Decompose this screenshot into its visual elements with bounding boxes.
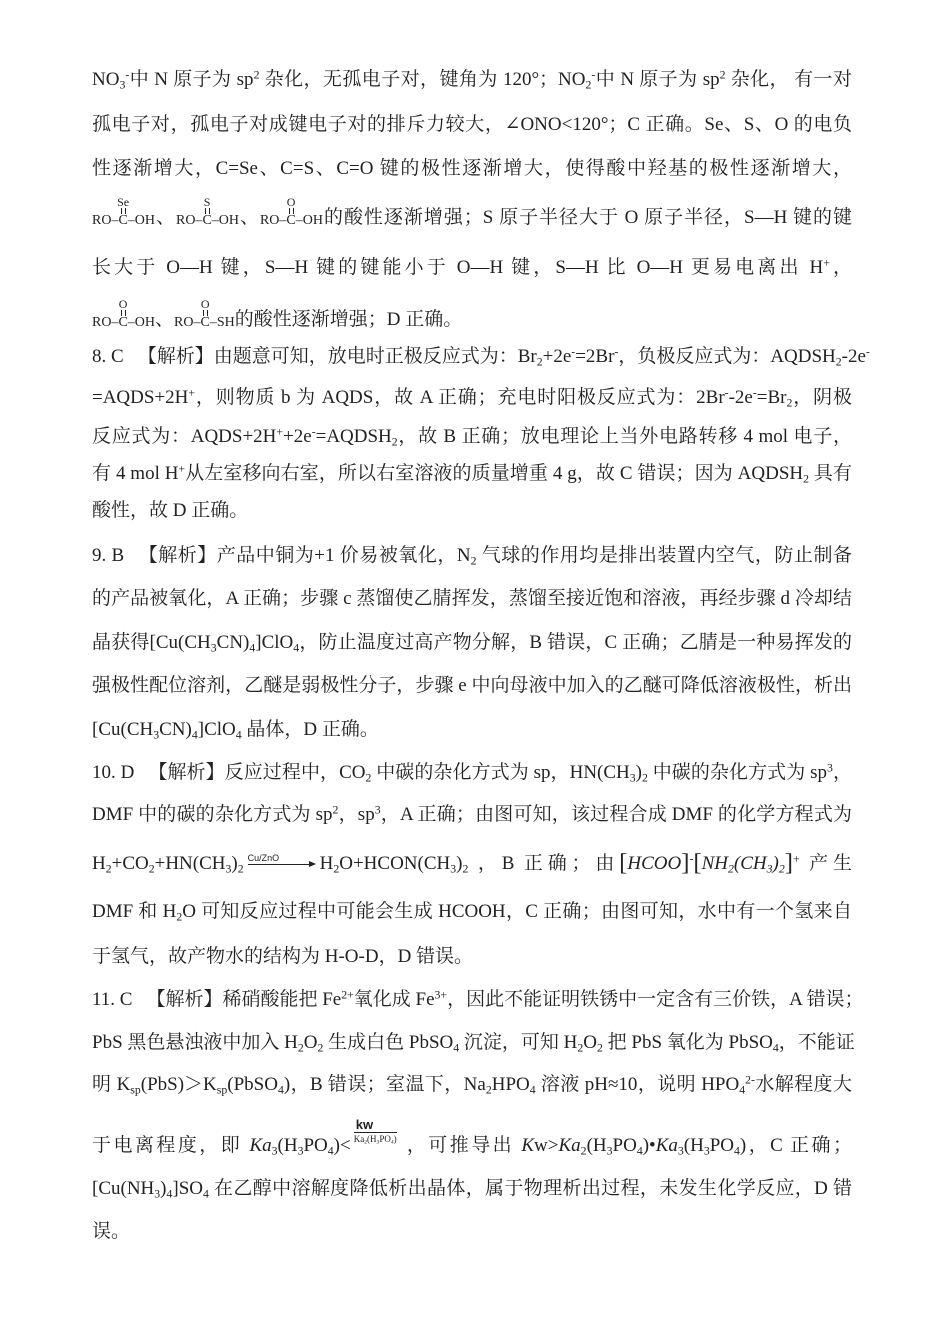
subscript: 2 bbox=[297, 1041, 304, 1055]
text-run: 反应过程中，CO bbox=[224, 762, 366, 783]
subscript: 4 bbox=[453, 1041, 460, 1055]
superscript: + bbox=[188, 386, 196, 400]
text-run: Ka bbox=[353, 1134, 365, 1144]
text-run: (H bbox=[683, 1135, 704, 1156]
text-run: ) bbox=[393, 1134, 397, 1144]
text-run: 稀硝酸能把 Fe bbox=[222, 989, 342, 1010]
italic-text: HCOO bbox=[627, 853, 682, 874]
text-run: DMF 和 H bbox=[92, 901, 177, 922]
text-run: O bbox=[583, 1032, 597, 1053]
text-run: ]ClO bbox=[255, 632, 294, 653]
text-run: 产生 bbox=[799, 853, 852, 874]
text-line bbox=[92, 1117, 852, 1161]
subscript: 4 bbox=[390, 1139, 394, 1146]
text-run: 酸性，故 D 正确。 bbox=[92, 500, 249, 521]
central-atom-label: C bbox=[200, 315, 210, 330]
text-run: 性逐渐增大，C=Se、C=S、C=O 键的极性逐渐增大，使得酸中羟基的极性逐渐增大， bbox=[92, 158, 852, 179]
subscript: 2 bbox=[462, 862, 469, 876]
text-run: 溶液 pH≈10，说明 HPO bbox=[535, 1074, 740, 1095]
subscript: 3 bbox=[119, 78, 126, 92]
formula-prefix: RO– bbox=[259, 213, 287, 228]
text-run: ]ClO bbox=[197, 719, 236, 740]
subscript: 4 bbox=[166, 1187, 173, 1201]
text-line bbox=[92, 758, 852, 788]
subscript: 2 bbox=[585, 78, 592, 92]
subscript: 2 bbox=[105, 862, 112, 876]
text-run: 于电离程度，即 bbox=[92, 1135, 250, 1156]
text-line bbox=[92, 383, 852, 413]
text-run: kw bbox=[355, 1117, 374, 1132]
subscript: 2 bbox=[333, 862, 340, 876]
text-line bbox=[92, 110, 852, 140]
double-bonded-atom: S bbox=[203, 195, 211, 209]
double-bonded-atom: Se bbox=[117, 195, 130, 209]
item-number: 8. C bbox=[92, 346, 124, 367]
text-run: ) bbox=[635, 762, 642, 783]
text-line bbox=[92, 422, 852, 452]
subscript: 2 bbox=[596, 1041, 603, 1055]
text-run: (H bbox=[367, 1134, 377, 1144]
subscript: 3 bbox=[703, 1144, 710, 1158]
double-bonded-atom: O bbox=[286, 195, 296, 209]
formula-prefix: RO– bbox=[175, 213, 203, 228]
text-run: (H bbox=[277, 1135, 298, 1156]
text-line bbox=[92, 671, 852, 701]
text-run: H bbox=[319, 853, 334, 874]
subscript: 2 bbox=[786, 396, 793, 410]
text-run: PO bbox=[303, 1135, 328, 1156]
text-run: 从左室移向右室，所以右室溶液的质量增重 4 g，故 C 错误；因为 AQDSH bbox=[185, 463, 804, 484]
subscript: 2 bbox=[176, 910, 183, 924]
text-run: CN) bbox=[159, 719, 192, 740]
text-run: ，B 正确；由 bbox=[468, 853, 620, 874]
text-line bbox=[92, 628, 852, 658]
superscript: - bbox=[591, 68, 596, 82]
italic-text: (CH bbox=[733, 853, 767, 874]
superscript: - bbox=[689, 852, 694, 866]
text-run: 中碳的杂化方式为 sp bbox=[647, 762, 827, 783]
subscript: 4 bbox=[191, 728, 198, 742]
text-line bbox=[92, 154, 852, 184]
subscript: 3 bbox=[606, 1144, 613, 1158]
subscript: 4 bbox=[734, 1144, 740, 1158]
text-run: 强极性配位溶剂，乙醚是弱极性分子，步骤 e 中向母液中加入的乙醚可降低溶液极性，析出 bbox=[92, 675, 852, 696]
text-run: 、 bbox=[155, 207, 176, 228]
text-line bbox=[92, 849, 852, 879]
text-line bbox=[92, 195, 852, 233]
text-run: 的酸性逐渐增强；D 正确。 bbox=[234, 309, 463, 330]
superscript: + bbox=[823, 256, 830, 270]
text-run: ，因此不能证明铁锈中一定含有三价铁，A 错误； bbox=[447, 989, 864, 1010]
subscript: 2 bbox=[470, 554, 477, 568]
formula-suffix: –OH bbox=[211, 213, 240, 228]
structural-formula bbox=[259, 195, 323, 228]
text-run: -2e bbox=[728, 387, 753, 408]
formula-prefix: RO– bbox=[92, 213, 119, 228]
text-run: w> bbox=[534, 1135, 559, 1156]
text-run: 中 N 原子为 sp bbox=[595, 69, 720, 90]
text-line bbox=[92, 584, 852, 614]
text-run: NO bbox=[92, 69, 120, 90]
fraction bbox=[354, 1118, 397, 1144]
text-run: ，防止温度过高产物分解，B 错误，C 正确；乙腈是一种易挥发的 bbox=[299, 632, 852, 653]
text-run: H bbox=[92, 853, 106, 874]
subscript: 4 bbox=[293, 641, 300, 655]
subscript: 3 bbox=[629, 771, 636, 785]
subscript: 2 bbox=[485, 1083, 492, 1097]
text-line bbox=[92, 496, 852, 526]
analysis-label: 【解析】 bbox=[148, 762, 225, 783]
subscript: sp bbox=[216, 1083, 228, 1097]
text-run: 孤电子对，孤电子对成键电子对的排斥力较大，∠ONO<120°；C 正确。Se、S、O 的电负 bbox=[92, 114, 852, 135]
bracket: ] bbox=[681, 848, 690, 876]
text-line bbox=[92, 800, 852, 830]
subscript: 2 bbox=[391, 435, 398, 449]
text-run: )< bbox=[333, 1135, 351, 1156]
subscript: 2 bbox=[577, 1041, 584, 1055]
text-run: 、 bbox=[239, 207, 260, 228]
text-run: ，不能证 bbox=[778, 1032, 855, 1053]
central-atom-label: C bbox=[118, 213, 128, 228]
central-atom bbox=[118, 297, 128, 330]
italic-text: K bbox=[521, 1135, 535, 1156]
text-run: O+HCON(CH bbox=[339, 853, 451, 874]
text-line bbox=[92, 985, 864, 1015]
text-line bbox=[92, 459, 852, 489]
subscript: 2 bbox=[365, 771, 372, 785]
subscript: 3 bbox=[153, 728, 160, 742]
text-run: PO bbox=[709, 1135, 735, 1156]
central-atom bbox=[200, 297, 210, 330]
italic-text: ) bbox=[772, 853, 779, 874]
text-line bbox=[92, 1070, 852, 1100]
subscript: 4 bbox=[327, 1144, 334, 1158]
catalyst-label: Cu/ZnO bbox=[247, 853, 280, 863]
subscript: 4 bbox=[739, 1083, 746, 1097]
subscript: 2 bbox=[835, 355, 842, 369]
text-run: ，可推导出 bbox=[399, 1135, 522, 1156]
central-atom-label: C bbox=[118, 315, 128, 330]
text-run: 于氢气，故产物水的结构为 H-O-D，D 错误。 bbox=[92, 946, 474, 967]
text-run: ]SO bbox=[172, 1178, 204, 1199]
text-run: 晶获得[Cu(CH bbox=[92, 632, 211, 653]
text-run: 生成白色 PbSO bbox=[323, 1032, 454, 1053]
subscript: 2 bbox=[580, 1144, 587, 1158]
subscript: 3 bbox=[210, 641, 217, 655]
subscript: 2 bbox=[803, 472, 810, 486]
text-run: 杂化，无孤电子对，键角为 120°；NO bbox=[259, 69, 586, 90]
formula-suffix: –OH bbox=[127, 315, 156, 330]
text-run: +2e bbox=[283, 426, 312, 447]
superscript: 3+ bbox=[434, 988, 448, 1002]
text-run: DMF 中的碳的杂化方式为 sp bbox=[92, 804, 333, 825]
text-run: (H bbox=[586, 1135, 607, 1156]
analysis-label: 【解析】 bbox=[138, 545, 217, 566]
subscript: 2 bbox=[148, 862, 155, 876]
text-run: 把 PbS 氧化为 PbSO bbox=[602, 1032, 773, 1053]
subscript: 3 bbox=[271, 1144, 278, 1158]
central-atom-label: C bbox=[286, 213, 296, 228]
subscript: 3 bbox=[225, 862, 232, 876]
text-line bbox=[92, 541, 852, 571]
text-line bbox=[92, 342, 870, 372]
text-run: )，C 正确； bbox=[739, 1135, 852, 1156]
italic-text: Ka bbox=[249, 1135, 272, 1156]
subscript: 3 bbox=[297, 1144, 304, 1158]
formula-prefix: RO– bbox=[174, 315, 201, 330]
text-run: 气球的作用均是排出装置内空气，防止制备 bbox=[476, 545, 852, 566]
text-run: =AQDSH bbox=[315, 426, 392, 447]
subscript: 2 bbox=[317, 1041, 324, 1055]
superscript: - bbox=[752, 386, 757, 400]
superscript: - bbox=[125, 68, 130, 82]
formula-prefix: RO– bbox=[92, 315, 119, 330]
text-run: HPO bbox=[491, 1074, 530, 1095]
text-run: [Cu(CH bbox=[92, 719, 154, 740]
subscript: 2 bbox=[536, 355, 543, 369]
bracket: [ bbox=[619, 848, 628, 876]
subscript: 3 bbox=[450, 862, 457, 876]
text-run: O 可知反应过程中可能会生成 HCOOH，C 正确；由图可知，水中有一个氢来自 bbox=[182, 901, 852, 922]
text-run: 由题意可知，放电时正极反应式为：Br bbox=[213, 346, 537, 367]
text-run: PO bbox=[379, 1134, 391, 1144]
text-run: 产品中铜为+1 价易被氧化，N bbox=[216, 545, 471, 566]
superscript: 3 bbox=[827, 761, 833, 775]
text-run: -2e bbox=[841, 346, 866, 367]
text-run: 水解程度大 bbox=[754, 1074, 852, 1095]
subscript: 3 bbox=[154, 1187, 161, 1201]
text-run: 有 4 mol H bbox=[92, 463, 179, 484]
text-run: +CO bbox=[111, 853, 149, 874]
analysis-label: 【解析】 bbox=[146, 989, 223, 1010]
text-run: 沉淀，可知 H bbox=[459, 1032, 578, 1053]
superscript: 2 bbox=[719, 68, 726, 82]
subscript: 4 bbox=[235, 728, 242, 742]
structural-formula bbox=[92, 297, 156, 330]
reaction-arrow bbox=[247, 853, 316, 870]
text-run: ) bbox=[456, 853, 463, 874]
superscript: - bbox=[614, 345, 619, 359]
subscript: 3 bbox=[677, 1144, 684, 1158]
text-line bbox=[92, 253, 852, 283]
italic-text: Ka bbox=[655, 1135, 678, 1156]
text-run: ) bbox=[160, 1178, 167, 1199]
double-bonded-atom: O bbox=[200, 297, 210, 311]
text-run: [Cu(NH bbox=[92, 1178, 155, 1199]
text-run: =Br bbox=[756, 387, 787, 408]
structural-formula bbox=[92, 195, 156, 228]
text-run: ， bbox=[832, 762, 852, 783]
subscript: 4 bbox=[249, 641, 256, 655]
superscript: - bbox=[724, 386, 729, 400]
superscript: 2+ bbox=[341, 988, 354, 1002]
superscript: + bbox=[792, 852, 800, 866]
text-run: O bbox=[303, 1032, 318, 1053]
central-atom bbox=[117, 195, 130, 228]
double-bonded-atom: O bbox=[118, 297, 128, 311]
text-run: 明 K bbox=[92, 1074, 131, 1095]
text-run: ) bbox=[231, 853, 238, 874]
superscript: - bbox=[571, 345, 576, 359]
text-run: 的酸性逐渐增强；S 原子半径大于 O 原子半径，S—H 键的键 bbox=[323, 207, 852, 228]
text-run: 反应式为：AQDS+2H bbox=[92, 426, 277, 447]
structural-formula bbox=[175, 195, 240, 228]
superscript: 2 bbox=[332, 803, 339, 817]
text-line bbox=[92, 1028, 855, 1058]
text-run: 晶体，D 正确。 bbox=[241, 719, 379, 740]
superscript: 2 bbox=[253, 68, 260, 82]
subscript: 3 bbox=[766, 862, 773, 876]
text-run: +2e bbox=[542, 346, 572, 367]
subscript: 2 bbox=[642, 771, 648, 785]
text-run: 误。 bbox=[92, 1221, 131, 1242]
text-run: =AQDS+2H bbox=[92, 387, 189, 408]
superscript: - bbox=[865, 345, 870, 359]
subscript: 2 bbox=[364, 1139, 368, 1146]
italic-text: NH bbox=[701, 853, 729, 874]
text-run: ，负极反应式为：AQDSH bbox=[618, 346, 836, 367]
central-atom bbox=[202, 195, 212, 228]
text-run: 长大于 O—H 键，S—H 键的键能小于 O—H 键，S—H 比 O—H 更易电离出 H bbox=[92, 257, 824, 278]
italic-text: Ka bbox=[558, 1135, 581, 1156]
subscript: sp bbox=[130, 1083, 141, 1097]
superscript: + bbox=[276, 425, 284, 439]
text-run: 中 N 原子为 sp bbox=[129, 69, 254, 90]
text-run: =2Br bbox=[575, 346, 615, 367]
subscript: 4 bbox=[529, 1083, 536, 1097]
subscript: 4 bbox=[277, 1083, 284, 1097]
analysis-label: 【解析】 bbox=[137, 346, 214, 367]
arrow-shaft bbox=[248, 864, 312, 865]
subscript: 2 bbox=[728, 862, 734, 876]
formula-suffix: –SH bbox=[209, 315, 235, 330]
formula-suffix: –OH bbox=[127, 213, 156, 228]
text-line bbox=[92, 297, 852, 335]
text-line bbox=[92, 715, 852, 745]
text-line bbox=[92, 65, 852, 95]
text-run: 的产品被氧化，A 正确；步骤 c 蒸馏使乙腈挥发，蒸馏至接近饱和溶液，再经步骤 d 冷却结 bbox=[92, 588, 852, 609]
bracket: ] bbox=[784, 848, 793, 876]
text-run: 中碳的杂化方式为 sp，HN(CH bbox=[371, 762, 630, 783]
superscript: - bbox=[311, 425, 316, 439]
fraction-numerator bbox=[354, 1118, 397, 1133]
text-run: CN) bbox=[216, 632, 250, 653]
subscript: 4 bbox=[772, 1041, 779, 1055]
text-line bbox=[92, 897, 852, 927]
text-run: ，故 B 正确；放电理论上当外电路转移 4 mol 电子， bbox=[397, 426, 852, 447]
text-run: 具有 bbox=[809, 463, 852, 484]
text-run: )• bbox=[642, 1135, 656, 1156]
subscript: 2 bbox=[778, 862, 785, 876]
text-run: 杂化， 有一对 bbox=[725, 69, 852, 90]
formula-suffix: –OH bbox=[295, 213, 323, 228]
subscript: 4 bbox=[636, 1144, 643, 1158]
structural-formula bbox=[174, 297, 235, 330]
item-number: 11. C bbox=[92, 989, 133, 1010]
text-run: PO bbox=[612, 1135, 637, 1156]
text-run: +HN(CH bbox=[154, 853, 226, 874]
subscript: 4 bbox=[203, 1187, 209, 1201]
superscript: + bbox=[178, 462, 186, 476]
central-atom bbox=[286, 195, 296, 228]
text-run: PbS 黑色悬浊液中加入 H bbox=[92, 1032, 298, 1053]
text-line bbox=[92, 942, 852, 972]
text-line bbox=[92, 1174, 852, 1204]
central-atom-label: C bbox=[202, 213, 212, 228]
text-run: ，sp bbox=[338, 804, 375, 825]
text-run: )，B 错误；室温下，Na bbox=[283, 1074, 486, 1095]
text-run: 、 bbox=[155, 309, 175, 330]
subscript: 3 bbox=[376, 1139, 380, 1146]
text-run: ， bbox=[829, 257, 852, 278]
text-line bbox=[92, 1217, 852, 1247]
item-number: 10. D bbox=[92, 762, 135, 783]
bracket: [ bbox=[693, 848, 702, 876]
fraction-denominator bbox=[354, 1133, 397, 1144]
text-run: 在乙醇中溶解度降低析出晶体，属于物理析出过程，未发生化学反应，D 错 bbox=[208, 1178, 852, 1199]
text-run: (PbS)＞K bbox=[140, 1074, 217, 1095]
superscript: 2- bbox=[745, 1073, 755, 1087]
text-run: ，则物质 b 为 AQDS，故 A 正确；充电时阳极反应式为：2Br bbox=[195, 387, 725, 408]
item-number: 9. B bbox=[92, 545, 125, 566]
text-run: ，阴极 bbox=[792, 387, 852, 408]
subscript: 2 bbox=[237, 862, 244, 876]
text-run: (PbSO bbox=[227, 1074, 278, 1095]
text-run: 氧化成 Fe bbox=[353, 989, 435, 1010]
text-run: ，A 正确；由图可知，该过程合成 DMF 的化学方程式为 bbox=[380, 804, 852, 825]
superscript: 3 bbox=[374, 803, 381, 817]
